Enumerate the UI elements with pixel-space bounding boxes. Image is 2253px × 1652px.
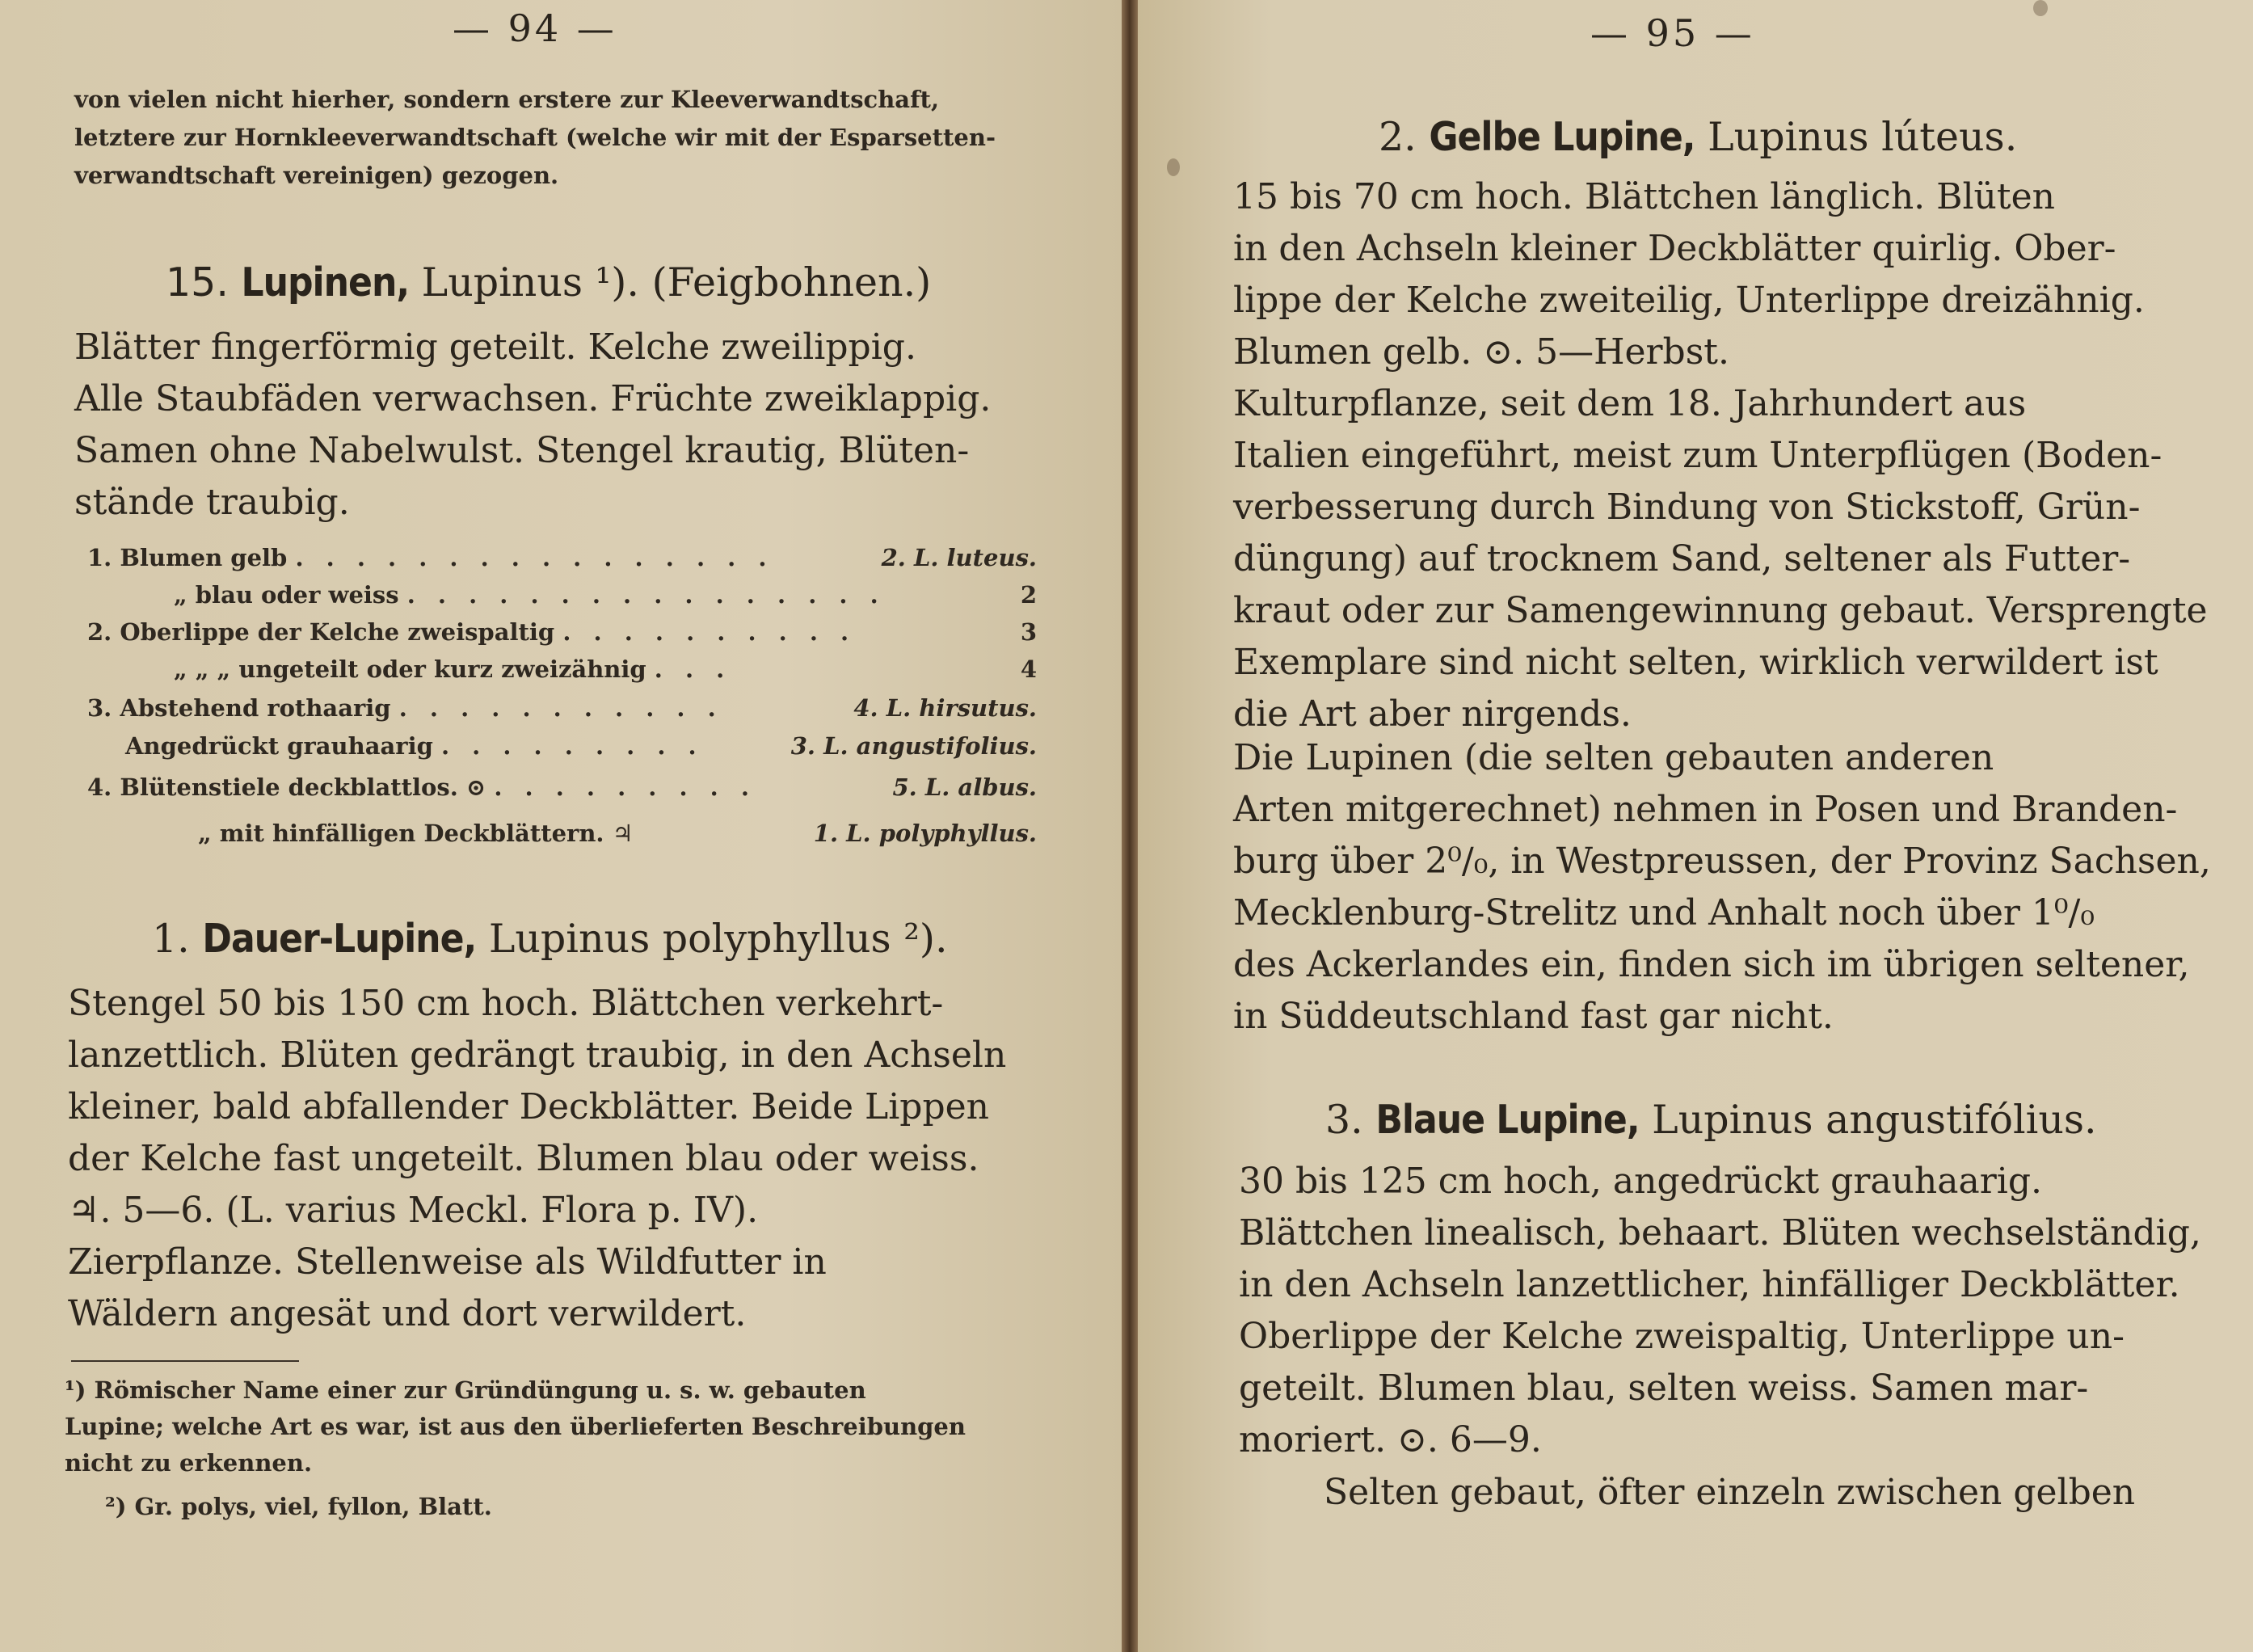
left-page	[0, 0, 1122, 1652]
species-description: 15 bis 70 cm hoch. Blättchen länglich. Blüten in den Achseln kleiner Deckblätter quirlig. Ober- lippe der Kelche zweiteilig, Unterlippe dreizähnig. Blumen gelb. ⊙. 5—Herbst.	[1233, 176, 2145, 373]
key-leader: . . . . . . . . .	[440, 732, 704, 760]
key-row	[125, 727, 1037, 765]
right-page	[1138, 0, 2253, 1652]
page-number: — 94 —	[453, 6, 617, 50]
genus-heading	[166, 257, 931, 309]
key-leader: . . . . . . . . . .	[562, 618, 857, 646]
species-description: Stengel 50 bis 150 cm hoch. Blättchen verkehrt- lanzettlich. Blüten gedrängt traubig, in den Achseln kleiner, bald abfallender Deckblätter. Beide Lippen der Kelche fast ungeteilt. Blumen blau oder weiss. ♃. 5—6. (L. varius Meckl. Flora p. IV).	[68, 983, 1007, 1231]
genus-name: Lupinen,	[241, 259, 410, 306]
key-leader: . . . . . . . . . . .	[398, 694, 723, 722]
key-result: 5. L. albus.	[892, 773, 1037, 801]
species-note: Zierpflanze. Stellenweise als Wildfutter in Wäldern angesät und dort verwildert.	[68, 1241, 827, 1334]
species-number: 2.	[1379, 114, 1417, 160]
species-heading	[1325, 1094, 2097, 1146]
key-row	[198, 815, 1037, 852]
key-label: „ blau oder weiss	[174, 581, 399, 609]
key-label: Angedrückt grauhaarig	[125, 732, 433, 760]
key-row	[87, 769, 1037, 806]
species-latin: Lupinus angustifólius.	[1652, 1097, 2097, 1143]
species-number: 3.	[1325, 1097, 1363, 1143]
key-result: 4. L. hirsutus.	[853, 694, 1037, 722]
key-label: 2. Oberlippe der Kelche zweispaltig	[87, 618, 555, 646]
book-gutter	[1122, 0, 1138, 1652]
key-leader: . . .	[654, 655, 732, 683]
lupine-statistics: Die Lupinen (die selten gebauten anderen Arten mitgerechnet) nehmen in Posen und Branden- burg über 2⁰/₀, in Westpreussen, der Provinz Sachsen, Mecklenburg-Strelitz und Anhalt noch über 1⁰/₀ des Ackerlandes ein, finden sich im übrigen seltener, in Süddeutschland fast gar nicht.	[1233, 737, 2211, 1037]
page-number: — 95 —	[1590, 11, 1755, 55]
ink-smudge	[2033, 0, 2048, 16]
species-note: Kulturpflanze, seit dem 18. Jahrhundert aus Italien eingeführt, meist zum Unterpflügen (Boden- verbesserung durch Bindung von Stickstoff, Grün- düngung) auf trocknem Sand, seltener als Futter- kraut oder zur Samengewinnung gebaut. Versprengte Exemplare sind nicht selten, wirklich verwildert ist die Art aber nirgends.	[1233, 383, 2208, 735]
key-leader: . . . . . . . . .	[494, 773, 756, 801]
key-result: 3. L. angustifolius.	[790, 732, 1037, 760]
genus-number: 15.	[166, 259, 229, 306]
key-label: 4. Blütenstiele deckblattlos. ⊙	[87, 773, 486, 801]
genus-alt-name: (Feigbohnen.)	[651, 259, 932, 306]
key-label: „ „ „ ungeteilt oder kurz zweizähnig	[174, 655, 646, 683]
key-row	[87, 613, 1037, 651]
key-result: 3	[1020, 618, 1037, 646]
species-name: Gelbe Lupine,	[1429, 114, 1695, 160]
key-leader: . . . . . . . . . . . . . . . .	[406, 581, 886, 609]
species-latin: Lupinus lúteus.	[1708, 114, 2018, 160]
species-number: 1.	[152, 916, 190, 962]
key-row	[174, 576, 1037, 613]
key-result: 2	[1020, 581, 1037, 609]
key-label: 1. Blumen gelb	[87, 544, 288, 571]
species-note: Selten gebaut, öfter einzeln zwischen gelben	[1324, 1472, 2136, 1513]
key-label: 3. Abstehend rothaarig	[87, 694, 391, 722]
species-name: Dauer-Lupine,	[202, 916, 477, 962]
key-leader: . . . . . . . . . . . . . . . .	[295, 544, 774, 571]
key-result: 2. L. luteus.	[881, 544, 1037, 571]
species-description: 30 bis 125 cm hoch, angedrückt grauhaarig. Blättchen linealisch, behaart. Blüten wechselständig, in den Achseln lanzettlicher, hinfälliger Deckblätter. Oberlippe der Kelche zweispaltig, Unterlippe un- geteilt. Blumen blau, selten weiss. Samen mar- moriert. ⊙. 6—9.	[1239, 1161, 2201, 1460]
species-heading	[152, 913, 948, 965]
footnote-divider	[71, 1360, 299, 1362]
genus-description: Blätter fingerförmig geteilt. Kelche zweilippig. Alle Staubfäden verwachsen. Früchte zweiklappig. Samen ohne Nabelwulst. Stengel krautig, Blüten- stände traubig.	[74, 327, 992, 523]
species-heading	[1379, 112, 2017, 163]
footnote-2: ²) Gr. polys, viel, fyllon, Blatt.	[105, 1493, 492, 1520]
key-result: 1. L. polyphyllus.	[813, 820, 1037, 847]
species-latin: Lupinus polyphyllus ²).	[488, 916, 948, 962]
species-name: Blaue Lupine,	[1375, 1097, 1640, 1143]
key-row	[174, 651, 1037, 688]
genus-latin: Lupinus ¹).	[421, 259, 639, 306]
key-label: „ mit hinfälligen Deckblättern. ♃	[198, 820, 634, 847]
ink-smudge	[1167, 158, 1180, 176]
key-row	[87, 539, 1037, 576]
key-result: 4	[1020, 655, 1037, 683]
footnote-1: ¹) Römischer Name einer zur Gründüngung u. s. w. gebauten Lupine; welche Art es war, ist aus den überlieferten Beschreibungen nicht zu erkennen.	[65, 1376, 966, 1477]
key-row	[87, 689, 1037, 727]
intro-text: von vielen nicht hierher, sondern erstere zur Kleeverwandtschaft, letztere zur Hornkleeverwandtschaft (welche wir mit der Esparsetten- verwandtschaft vereinigen) gezogen.	[74, 86, 996, 189]
